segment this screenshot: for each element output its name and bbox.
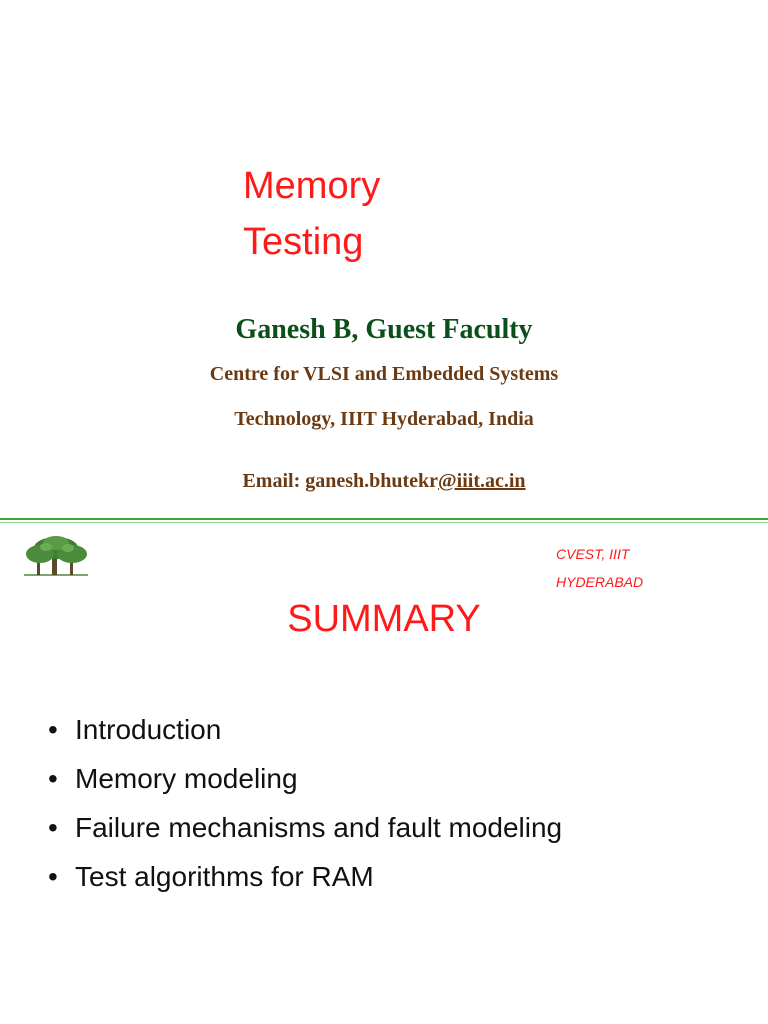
list-item-text: Memory modeling (75, 763, 298, 794)
bullet-dot: • (48, 861, 58, 892)
bullet-dot: • (48, 714, 58, 745)
list-item-text: Introduction (75, 714, 222, 745)
list-item-text: Failure mechanisms and fault modeling (75, 812, 563, 843)
author-name: Ganesh B, Guest Faculty (235, 314, 533, 345)
summary-list (48, 714, 562, 910)
list-item (48, 861, 562, 910)
slide-divider-secondary (0, 522, 768, 523)
email-link[interactable]: @iiit.ac.in (438, 470, 526, 492)
summary-slide (0, 518, 768, 1024)
slide-title-line-1: Memory (243, 165, 381, 207)
list-item (48, 812, 562, 861)
affiliation-line-2: Technology, IIIT Hyderabad, India (234, 408, 534, 430)
affiliation-line-1: Centre for VLSI and Embedded Systems (209, 363, 559, 385)
list-item (48, 763, 562, 812)
tree-icon (24, 534, 88, 578)
bullet-dot: • (48, 763, 58, 794)
institution-label: CVEST, IIIT HYDERABAD (556, 546, 644, 590)
list-item (48, 714, 562, 763)
list-item-text: Test algorithms for RAM (75, 861, 374, 892)
bullet-dot: • (48, 812, 58, 843)
summary-heading: SUMMARY (287, 598, 481, 640)
email-prefix: Email: ganesh.bhutekr (242, 470, 439, 492)
email-line (0, 470, 768, 493)
slide-divider (0, 518, 768, 520)
slide-title-line-2: Testing (243, 221, 364, 263)
